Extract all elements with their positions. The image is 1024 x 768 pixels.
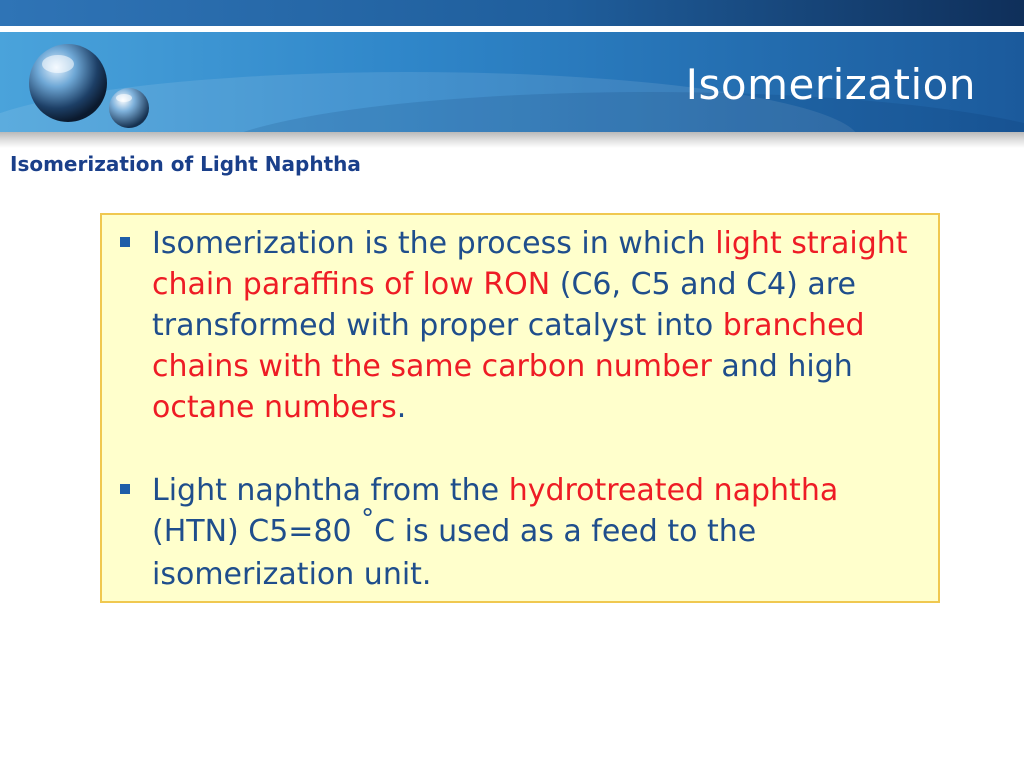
globe-logo-icon bbox=[24, 38, 154, 133]
square-bullet-icon bbox=[120, 237, 130, 247]
header-shadow-band bbox=[0, 132, 1024, 148]
top-strip bbox=[0, 0, 1024, 26]
degree-symbol: ° bbox=[361, 504, 375, 534]
bullet-text: C is used as a feed to the isomerization unit. bbox=[152, 514, 757, 592]
bullet-item bbox=[116, 470, 926, 595]
slide-subtitle: Isomerization of Light Naphtha bbox=[10, 152, 361, 176]
bullet-text: Isomerization is the process in which bbox=[152, 226, 716, 261]
highlighted-text: hydrotreated naphtha bbox=[508, 473, 839, 508]
highlighted-text: light straight chain paraffins of low RON bbox=[152, 226, 908, 302]
bullet-text: and high bbox=[711, 349, 853, 384]
square-bullet-icon bbox=[120, 484, 130, 494]
bullet-text: (HTN) C5=80 bbox=[152, 514, 362, 549]
content-box bbox=[100, 213, 940, 603]
highlighted-text: octane numbers bbox=[152, 390, 397, 425]
bullet-text: (C6, C5 and C4) are transformed with proper catalyst into bbox=[152, 267, 856, 343]
bullet-list bbox=[116, 223, 926, 595]
highlighted-text: branched chains with the same carbon number bbox=[152, 308, 865, 384]
slide-title: Isomerization bbox=[685, 60, 976, 109]
bullet-text: . bbox=[396, 390, 407, 425]
bullet-text: Light naphtha from the bbox=[152, 473, 509, 508]
bullet-item bbox=[116, 223, 926, 428]
